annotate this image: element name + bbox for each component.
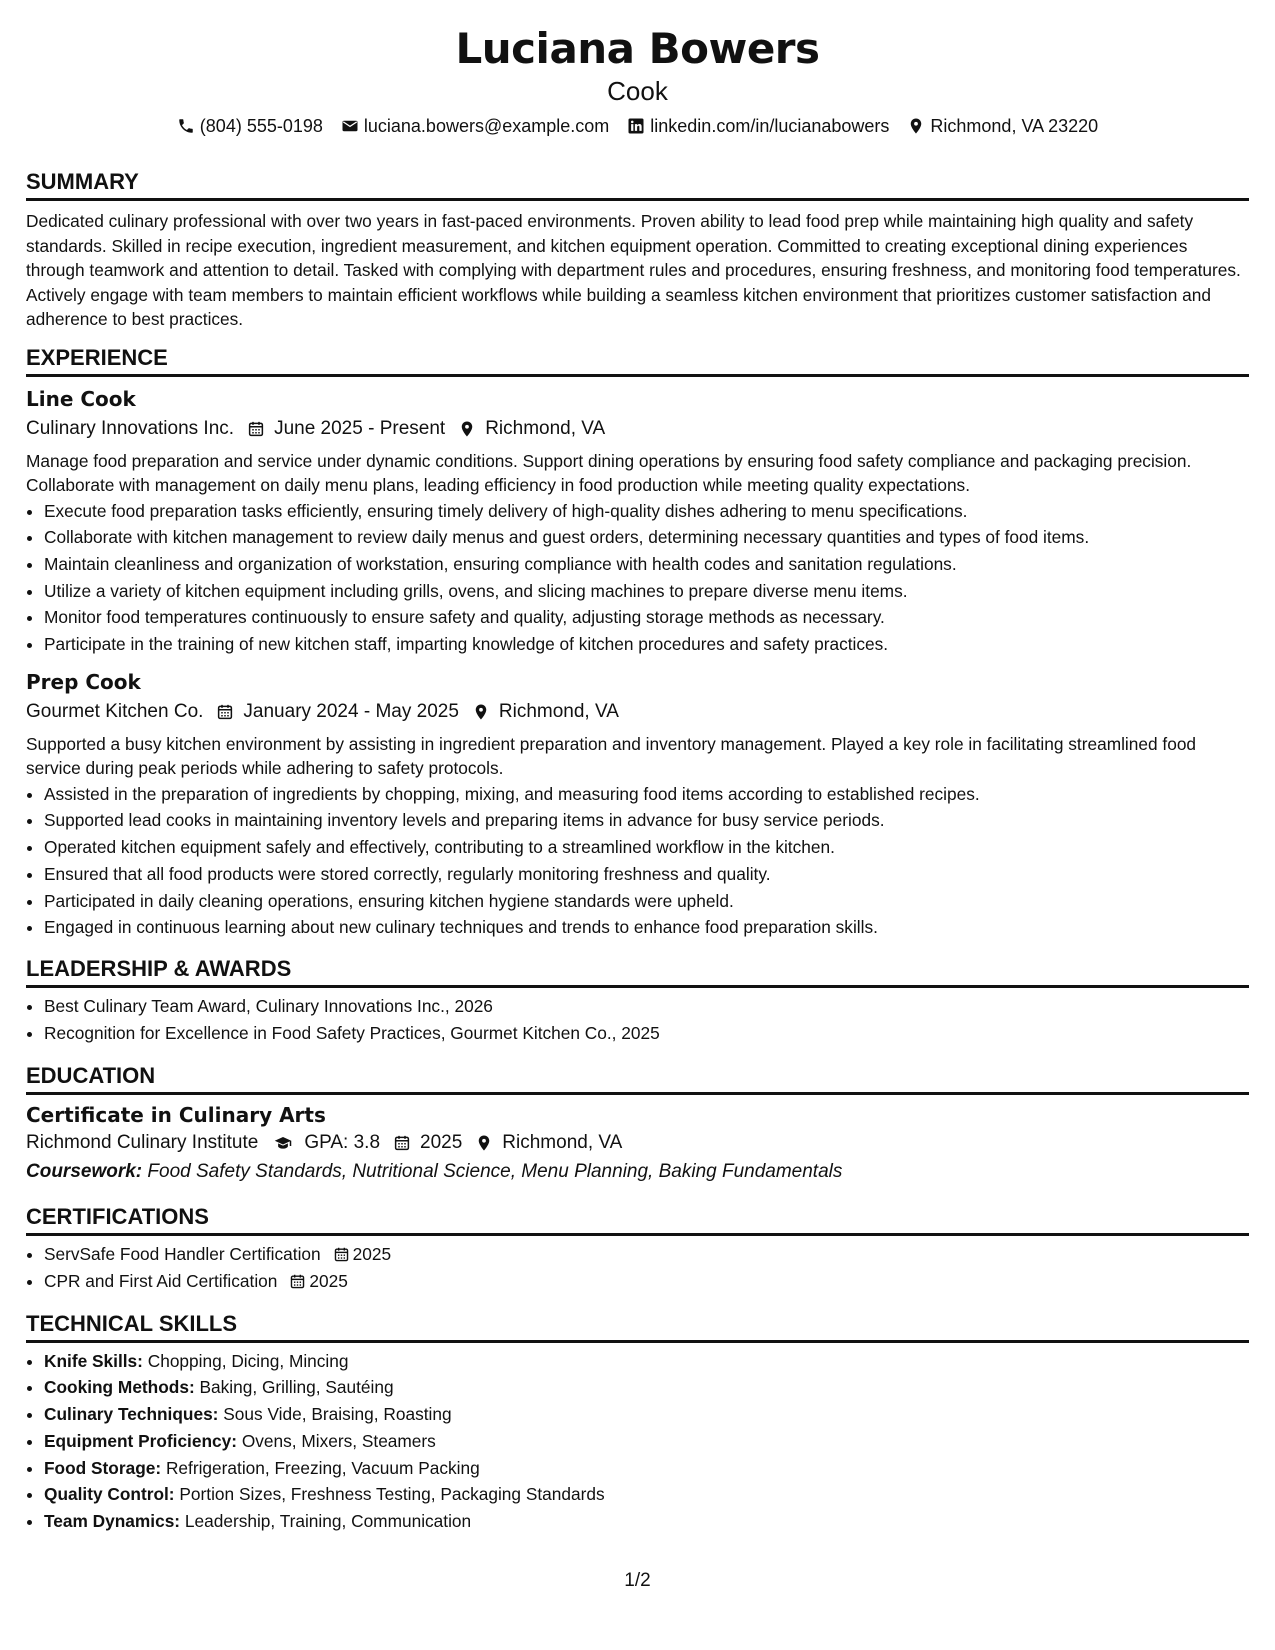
job-meta bbox=[26, 416, 1249, 442]
candidate-name: Luciana Bowers bbox=[455, 24, 820, 73]
coursework-text: Food Safety Standards, Nutritional Science, Menu Planning, Baking Fundamentals bbox=[147, 1161, 843, 1183]
map-pin-icon bbox=[458, 420, 485, 438]
skill-label: Equipment Proficiency: bbox=[44, 1430, 238, 1451]
coursework-label: Coursework: bbox=[26, 1161, 143, 1183]
list-item: • Assisted in the preparation of ingredients by chopping, mixing, and measuring food items according to established recipes. bbox=[44, 781, 1249, 808]
job-title: Prep Cook bbox=[26, 669, 141, 694]
summary-text: Dedicated culinary professional with over two years in fast-paced environments. Proven ability to lead food prep while maintaining high quality and safety standards. Skilled in recipe execution, ingredient measurement, and kitchen equipment operation. Committed to creating exceptional dining experiences through teamwork and attention to detail. Tasked with complying with department rules and procedures, ensuring freshness, and monitoring food temperatures. Actively engage with team members to maintain efficient workflows while building a seamless kitchen environment that prioritizes customer satisfaction and adherence to best practices. bbox=[26, 211, 1241, 329]
job-dates-text: January 2024 - May 2025 bbox=[243, 700, 459, 722]
skill-value: Portion Sizes, Freshness Testing, Packaging Standards bbox=[179, 1484, 605, 1505]
map-pin-icon bbox=[472, 703, 499, 721]
section-title-experience: EXPERIENCE bbox=[26, 344, 1249, 377]
education-year-text: 2025 bbox=[420, 1132, 463, 1154]
contact-email[interactable] bbox=[341, 114, 609, 138]
list-item: • Participate in the training of new kitchen staff, imparting knowledge of kitchen procedures and safety practices. bbox=[44, 631, 1249, 658]
job-description: Supported a busy kitchen environment by assisting in ingredient preparation and inventory management. Played a key role in facilitating streamlined food service during peak periods while adhering to safety protocols. bbox=[26, 733, 1197, 779]
skill-label: Cooking Methods: bbox=[44, 1377, 195, 1398]
contact-bar bbox=[26, 114, 1249, 138]
job-entry-prep-cook bbox=[26, 668, 1249, 941]
resume-header bbox=[26, 0, 1249, 138]
skill-value: Leadership, Training, Communication bbox=[184, 1510, 472, 1531]
list-item: • Operated kitchen equipment safely and effectively, contributing to a streamlined workflow in the kitchen. bbox=[44, 834, 1249, 861]
awards-section bbox=[26, 955, 1249, 1046]
skill-value: Refrigeration, Freezing, Vacuum Packing bbox=[165, 1457, 480, 1478]
list-item bbox=[44, 1241, 1249, 1268]
certifications-list bbox=[26, 1241, 1249, 1294]
job-dates bbox=[247, 416, 445, 442]
page-number: 1/2 bbox=[624, 1570, 651, 1591]
job-title: Line Cook bbox=[26, 386, 136, 411]
education-year bbox=[393, 1130, 462, 1156]
list-item: • Engaged in continuous learning about new culinary techniques and trends to enhance food preparation skills. bbox=[44, 914, 1249, 941]
section-title-education: EDUCATION bbox=[26, 1062, 1249, 1095]
skills-list bbox=[26, 1348, 1249, 1535]
list-item: • Supported lead cooks in maintaining inventory levels and preparing items in advance for busy service periods. bbox=[44, 807, 1249, 834]
graduation-cap-icon bbox=[271, 1134, 304, 1152]
job-description: Manage food preparation and service under dynamic conditions. Support dining operations by ensuring food safety compliance and packaging precision. Collaborate with management on daily menu plans, leading efficiency in food production while meeting quality expectations. bbox=[26, 450, 1192, 495]
education-school: Richmond Culinary Institute bbox=[26, 1132, 259, 1154]
calendar-icon bbox=[277, 1273, 309, 1290]
job-location-text: Richmond, VA bbox=[485, 417, 606, 439]
contact-phone bbox=[177, 114, 323, 138]
awards-list bbox=[26, 993, 1249, 1046]
list-item: • Best Culinary Team Award, Culinary Innovations Inc., 2026 bbox=[44, 993, 1249, 1020]
job-dates-text: June 2025 - Present bbox=[274, 417, 446, 439]
section-title-awards: LEADERSHIP & AWARDS bbox=[26, 955, 1249, 988]
education-coursework bbox=[26, 1159, 1249, 1185]
list-item bbox=[44, 1374, 1249, 1401]
education-meta bbox=[26, 1130, 1249, 1156]
certification-year: 2025 bbox=[309, 1271, 348, 1292]
list-item bbox=[44, 1348, 1249, 1375]
section-title-skills: TECHNICAL SKILLS bbox=[26, 1310, 1249, 1343]
experience-section bbox=[26, 344, 1249, 941]
certification-entry bbox=[44, 1268, 348, 1295]
contact-linkedin[interactable] bbox=[627, 114, 889, 138]
list-item: • Recognition for Excellence in Food Safety Practices, Gourmet Kitchen Co., 2025 bbox=[44, 1020, 1249, 1047]
education-location bbox=[475, 1130, 622, 1156]
contact-location-text: Richmond, VA 23220 bbox=[930, 116, 1099, 136]
job-bullets bbox=[26, 498, 1249, 658]
list-item: • Monitor food temperatures continuously to ensure safety and quality, adjusting storage methods as necessary. bbox=[44, 604, 1249, 631]
list-item bbox=[44, 1481, 1249, 1508]
list-item bbox=[44, 1401, 1249, 1428]
education-section bbox=[26, 1062, 1249, 1185]
contact-email-text[interactable]: luciana.bowers@example.com bbox=[363, 116, 610, 136]
list-item: • Collaborate with kitchen management to review daily menus and guest orders, determining necessary quantities and types of food items. bbox=[44, 524, 1249, 551]
education-degree: Certificate in Culinary Arts bbox=[26, 1103, 326, 1128]
list-item: • Participated in daily cleaning operations, ensuring kitchen hygiene standards were upheld. bbox=[44, 888, 1249, 915]
job-company: Gourmet Kitchen Co. bbox=[26, 700, 204, 722]
contact-location bbox=[907, 114, 1098, 138]
section-title-certifications: CERTIFICATIONS bbox=[26, 1203, 1249, 1236]
contact-linkedin-text[interactable]: linkedin.com/in/lucianabowers bbox=[650, 116, 890, 136]
phone-icon bbox=[177, 117, 195, 135]
education-location-text: Richmond, VA bbox=[502, 1132, 623, 1154]
job-dates bbox=[216, 699, 458, 725]
list-item bbox=[44, 1268, 1249, 1295]
skill-label: Team Dynamics: bbox=[44, 1510, 181, 1531]
skill-label: Food Storage: bbox=[44, 1457, 162, 1478]
job-entry-line-cook bbox=[26, 385, 1249, 658]
contact-phone-text: (804) 555-0198 bbox=[199, 116, 323, 136]
list-item bbox=[44, 1508, 1249, 1535]
summary-section bbox=[26, 168, 1249, 332]
job-location-text: Richmond, VA bbox=[498, 700, 619, 722]
certification-entry bbox=[44, 1241, 391, 1268]
certification-year: 2025 bbox=[352, 1244, 392, 1265]
job-meta bbox=[26, 699, 1249, 725]
education-gpa-text: GPA: 3.8 bbox=[304, 1132, 381, 1154]
job-bullets bbox=[26, 781, 1249, 941]
skills-section bbox=[26, 1310, 1249, 1535]
certifications-section bbox=[26, 1203, 1249, 1294]
skill-label: Knife Skills: bbox=[44, 1350, 143, 1371]
map-pin-icon bbox=[907, 117, 925, 135]
list-item: • Execute food preparation tasks efficiently, ensuring timely delivery of high-quality dishes adhering to menu specifications. bbox=[44, 498, 1249, 525]
list-item bbox=[44, 1455, 1249, 1482]
calendar-icon bbox=[216, 703, 243, 721]
skill-value: Chopping, Dicing, Mincing bbox=[147, 1350, 349, 1371]
list-item: • Maintain cleanliness and organization of workstation, ensuring compliance with health codes and sanitation regulations. bbox=[44, 551, 1249, 578]
certification-name: • CPR and First Aid Certification bbox=[44, 1271, 278, 1292]
job-location bbox=[472, 699, 619, 725]
skill-label: Culinary Techniques: bbox=[44, 1404, 219, 1425]
skill-value: Sous Vide, Braising, Roasting bbox=[223, 1404, 452, 1425]
skill-value: Ovens, Mixers, Steamers bbox=[241, 1430, 436, 1451]
skill-label: Quality Control: bbox=[44, 1484, 175, 1505]
job-company: Culinary Innovations Inc. bbox=[26, 417, 235, 439]
calendar-icon bbox=[321, 1246, 353, 1263]
certification-name: • ServSafe Food Handler Certification bbox=[44, 1244, 321, 1265]
education-gpa bbox=[271, 1130, 380, 1156]
envelope-icon bbox=[341, 117, 359, 135]
map-pin-icon bbox=[475, 1134, 502, 1152]
skill-value: Baking, Grilling, Sautéing bbox=[199, 1377, 394, 1398]
section-title-summary: SUMMARY bbox=[26, 168, 1249, 201]
job-location bbox=[458, 416, 605, 442]
calendar-icon bbox=[247, 420, 274, 438]
linkedin-icon bbox=[627, 117, 645, 135]
candidate-role: Cook bbox=[607, 76, 668, 106]
calendar-icon bbox=[393, 1134, 420, 1152]
list-item bbox=[44, 1428, 1249, 1455]
list-item: • Ensured that all food products were stored correctly, regularly monitoring freshness and quality. bbox=[44, 861, 1249, 888]
list-item: • Utilize a variety of kitchen equipment including grills, ovens, and slicing machines to prepare diverse menu items. bbox=[44, 578, 1249, 605]
